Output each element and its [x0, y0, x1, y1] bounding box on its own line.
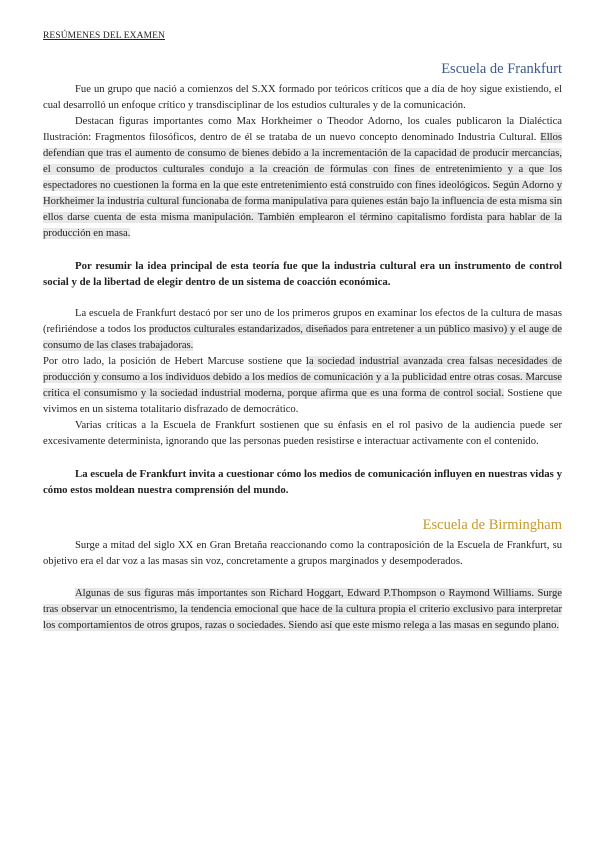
spacer: [43, 242, 562, 258]
frankfurt-paragraph-1: Fue un grupo que nació a comienzos del S.XX formado por teóricos críticos que a día de hoy sigue existiendo, el cual desarrolló un enfoque crítico y transdisciplinar de los estudios culturales y de la comunicación.: [43, 84, 562, 111]
frankfurt-p3-highlight: productos culturales estandarizados, diseñados para entretener a un público masivo) y el auge de consumo de las clases trabajadoras.: [43, 324, 562, 351]
frankfurt-p4-end: Sostiene que vivimos en un sistema totalitario disfrazado de democrático.: [43, 388, 562, 415]
frankfurt-p2-highlight: Ellos defendían que tras el aumento de consumo de bienes debido a la incrementación de la capacidad de producir mercancías, el consumo de productos culturales condujo a la creación de fórmulas con fines de entretenimiento y a que los espectadores no cuestionen la forma en la que este entretenimiento está construido con fines ideológicos.: [43, 132, 562, 191]
frankfurt-paragraph-4: [43, 354, 562, 418]
frankfurt-paragraph-5: Varias críticas a la Escuela de Frankfurt sostienen que su énfasis en el rol pasivo de la audiencia puede ser excesivamente determinista, ignorando que las personas pueden resistirse e interactuar activamente con el contenido.: [43, 420, 562, 447]
frankfurt-paragraph-2: [43, 114, 562, 242]
spacer: [43, 290, 562, 306]
document-header: RESÚMENES DEL EXAMEN: [43, 31, 165, 41]
section-heading-frankfurt: Escuela de Frankfurt: [441, 61, 562, 77]
birmingham-paragraph-2: [43, 586, 562, 634]
frankfurt-p4-highlight: la sociedad industrial avanzada crea falsas necesidades de producción y consumo a los individuos debido a los medios de comunicación y a la publicidad entre otras cosas. Marcuse critica el consumismo y la sociedad industrial moderna, porque afirma que es una forma de control social.: [43, 356, 562, 399]
frankfurt-p4-intro: Por otro lado, la posición de Hebert Marcuse sostiene que: [43, 356, 302, 367]
frankfurt-p2-intro: Destacan figuras importantes como Max Horkheimer o Theodor Adorno, los cuales publicaron la Dialéctica Ilustración: Fragmentos filosóficos, dentro de él se trataba de un nuevo concepto denominado Industria Cultural.: [43, 116, 562, 143]
frankfurt-conclusion: La escuela de Frankfurt invita a cuestionar cómo los medios de comunicación influyen en nuestras vidas y cómo estos moldean nuestra comprensión del mundo.: [43, 468, 562, 496]
frankfurt-p2-highlight-2: Según Adorno y Horkheimer la industria cultural funcionaba de forma manipulativa para quienes están bajo la influencia de esta misma sin ellos darse cuenta de esta misma manipulación. También emplearon el término capitalismo fordista para hablar de la producción en masa.: [43, 180, 562, 239]
frankfurt-summary: Por resumir la idea principal de esta teoría fue que la industria cultural era un instrumento de control social y de la libertad de elegir dentro de un sistema de coacción económica.: [43, 260, 562, 288]
spacer: [43, 450, 562, 466]
spacer: [43, 570, 562, 586]
frankfurt-p3-intro: La escuela de Frankfurt destacó por ser uno de los primeros grupos en examinar los efectos de la cultura de masas (refiriéndose a todos los: [43, 308, 562, 335]
birmingham-p2-highlight: Algunas de sus figuras más importantes son Richard Hoggart, Edward P.Thompson o Raymond Williams. Surge tras observar un etnocentrismo, la tendencia emocional que hace de la cultura propia el criterio exclusivo para interpretar los comportamientos de otros grupos, razas o sociedades. Siendo así que este mismo relega a las masas en segundo plano.: [43, 588, 562, 631]
birmingham-paragraph-1: Surge a mitad del siglo XX en Gran Bretaña reaccionando como la contraposición de la Escuela de Frankfurt, su objetivo era el dar voz a las masas sin voz, concretamente a grupos marginados y desempoderados.: [43, 540, 562, 567]
frankfurt-paragraph-3: [43, 306, 562, 354]
section-heading-birmingham: Escuela de Birmingham: [422, 517, 562, 533]
document-content: [43, 58, 562, 634]
